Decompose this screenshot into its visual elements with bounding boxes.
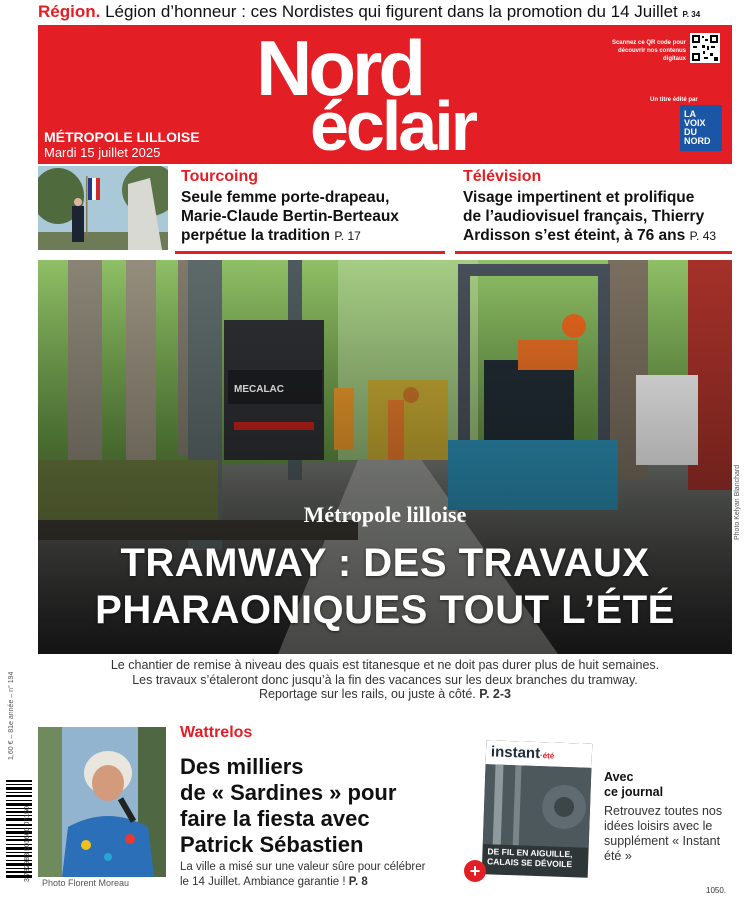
wattrelos-kicker: Wattrelos <box>180 724 253 741</box>
teaser-headline-line: de l’audiovisuel français, Thierry <box>463 208 705 225</box>
masthead <box>38 25 732 164</box>
voix-logo-word: NORD <box>684 136 711 146</box>
teaser-divider <box>175 251 445 254</box>
teaser-photo-flag-bearer <box>38 166 168 250</box>
barcode-number: 3 782983 501600 07150 <box>24 806 31 882</box>
la-voix-du-nord-logo <box>680 105 722 151</box>
main-photo-credit: Photo Kelyan Blanchard <box>734 464 741 540</box>
voix-logo-word: LA <box>684 109 696 119</box>
issue-date: Mardi 15 juillet 2025 <box>44 145 161 160</box>
wattrelos-headline-line: Des milliers <box>180 754 304 779</box>
teaser-television[interactable] <box>463 168 733 246</box>
supplement-description: Retrouvez toutes nos idées loisirs avec le supplément « Instant été » <box>604 804 723 863</box>
supplement-heading-line: ce journal <box>604 785 664 799</box>
top-banner-page: P. 34 <box>682 10 701 19</box>
logo-nord: Nord <box>256 24 422 112</box>
wattrelos-headline-line: de « Sardines » pour <box>180 780 397 805</box>
teaser-headline-line: Seule femme porte-drapeau, <box>181 189 390 206</box>
wattrelos-body-text: La ville a misé sur une valeur sûre pour célébrer le 14 Juillet. Ambiance garantie ! <box>180 861 426 888</box>
supplement-cover-text: CALAIS SE DÉVOILE <box>486 856 573 870</box>
qr-code-icon[interactable] <box>690 33 720 63</box>
teaser-headline-line: Ardisson s’est éteint, à 76 ans <box>463 227 686 244</box>
teaser-page: P. 43 <box>689 229 717 243</box>
top-banner-kicker: Région. <box>38 2 101 21</box>
supplement-cover-image <box>483 764 592 848</box>
teaser-page: P. 17 <box>334 229 361 243</box>
supplement-heading-line: Avec <box>604 770 634 784</box>
main-headline <box>38 540 732 634</box>
supplement-cover-text: DE FIL EN AIGUILLE, <box>487 846 573 860</box>
teaser-tourcoing[interactable] <box>181 168 446 246</box>
qr-caption: Scannez ce QR code pour découvrir nos contenus digitaux <box>611 40 686 62</box>
footer-code: 1050. <box>706 886 727 895</box>
teaser-headline-line: perpétue la tradition <box>181 227 330 244</box>
deck-line: Reportage sur les rails, ou juste à côté. <box>258 687 476 701</box>
supplement-cover-title: instant <box>490 743 541 763</box>
teaser-headline-line: Visage impertinent et prolifique <box>463 189 695 206</box>
wattrelos-headline[interactable] <box>180 754 420 858</box>
main-subtitle: Métropole lilloise <box>303 502 467 527</box>
supplement-heading <box>604 770 663 800</box>
wattrelos-page: P. 8 <box>348 876 368 888</box>
publisher-caption: Un titre édité par <box>650 97 698 103</box>
main-headline-line: TRAMWAY : DES TRAVAUX <box>120 541 650 585</box>
teaser-kicker: Tourcoing <box>181 168 259 185</box>
deck-page: P. 2-3 <box>479 687 511 701</box>
voix-logo-word: DU <box>684 127 697 137</box>
main-story[interactable] <box>38 260 732 654</box>
teaser-divider <box>455 251 732 254</box>
deck-line: Le chantier de remise à niveau des quais est titanesque et ne doit pas durer plus de huit semaines. <box>110 658 660 672</box>
teaser-headline-line: Marie-Claude Bertin-Berteaux <box>181 208 399 225</box>
voix-logo-word: VOIX <box>684 118 706 128</box>
wattrelos-headline-line: faire la fiesta avec <box>180 806 370 831</box>
instant-ete-supplement-cover[interactable] <box>482 740 593 878</box>
main-headline-line: PHARAONIQUES TOUT L’ÉTÉ <box>95 588 675 632</box>
logo-eclair: éclair <box>310 87 475 165</box>
price-issue-info: 1,60 € – 81e année – n° 194 <box>8 671 15 760</box>
deck-line: Les travaux s’étaleront donc jusqu’à la fin des vacances sur les deux branches du tramway. <box>132 672 638 687</box>
wattrelos-headline-line: Patrick Sébastien <box>180 832 364 857</box>
supplement-cover-suffix: ·été <box>539 751 555 761</box>
top-banner[interactable] <box>38 2 738 26</box>
wattrelos-body <box>180 860 430 890</box>
teaser-kicker: Télévision <box>463 168 542 185</box>
top-banner-text: Légion d’honneur : ces Nordistes qui figurent dans la promotion du 14 Juillet <box>105 2 678 21</box>
edition-name: MÉTROPOLE LILLOISE <box>44 129 200 145</box>
wattrelos-photo-credit: Photo Florent Moreau <box>42 878 130 888</box>
plus-icon[interactable]: + <box>464 860 486 882</box>
wattrelos-photo-singer <box>38 727 166 877</box>
main-deck <box>60 658 710 702</box>
